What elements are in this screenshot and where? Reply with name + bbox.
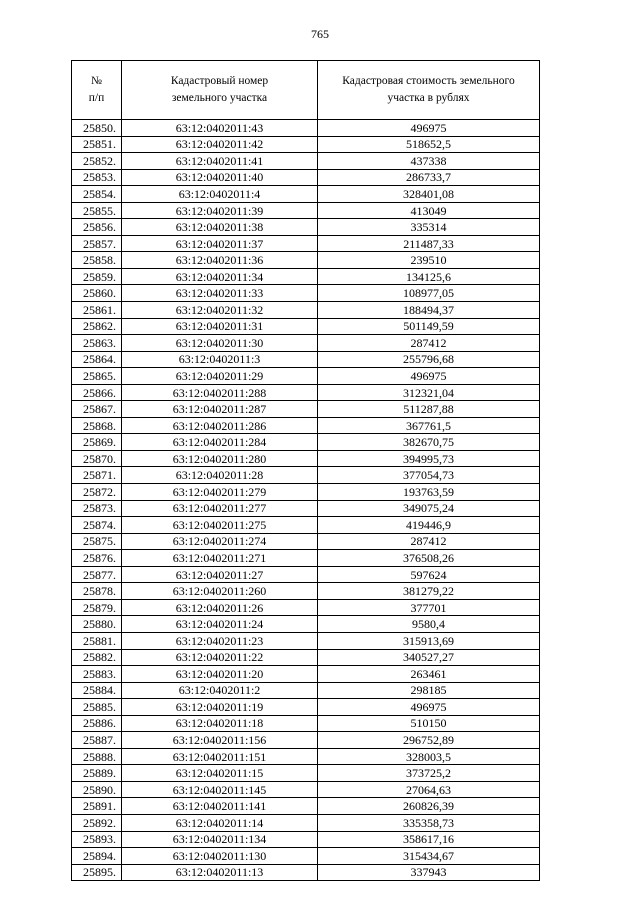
cadastral-number-cell: 63:12:0402011:26 <box>122 599 318 616</box>
row-number-cell: 25867. <box>72 401 122 418</box>
row-number-cell: 25857. <box>72 235 122 252</box>
row-number-cell: 25877. <box>72 566 122 583</box>
cadastral-number-cell: 63:12:0402011:279 <box>122 484 318 501</box>
row-number-cell: 25870. <box>72 450 122 467</box>
row-number-cell: 25869. <box>72 434 122 451</box>
cadastral-value-cell: 263461 <box>318 666 540 683</box>
cadastral-value-cell: 496975 <box>318 368 540 385</box>
cadastral-number-cell: 63:12:0402011:141 <box>122 798 318 815</box>
table-row <box>72 765 540 782</box>
cadastral-number-cell: 63:12:0402011:28 <box>122 467 318 484</box>
cadastral-number-cell: 63:12:0402011:3 <box>122 351 318 368</box>
cadastral-value-cell: 518652,5 <box>318 136 540 153</box>
row-number-cell: 25858. <box>72 252 122 269</box>
cadastral-number-cell: 63:12:0402011:271 <box>122 550 318 567</box>
cadastral-value-table <box>71 60 540 881</box>
row-number-cell: 25881. <box>72 632 122 649</box>
row-number-cell: 25882. <box>72 649 122 666</box>
cadastral-value-cell: 511287,88 <box>318 401 540 418</box>
cadastral-number-cell: 63:12:0402011:13 <box>122 864 318 881</box>
cadastral-value-cell: 328401,08 <box>318 186 540 203</box>
row-number-cell: 25884. <box>72 682 122 699</box>
table-row <box>72 302 540 319</box>
row-number-cell: 25863. <box>72 335 122 352</box>
cadastral-number-cell: 63:12:0402011:37 <box>122 235 318 252</box>
cadastral-number-cell: 63:12:0402011:156 <box>122 732 318 749</box>
cadastral-value-cell: 413049 <box>318 202 540 219</box>
row-number-cell: 25895. <box>72 864 122 881</box>
row-number-cell: 25889. <box>72 765 122 782</box>
cadastral-number-cell: 63:12:0402011:287 <box>122 401 318 418</box>
page-number: 765 <box>311 27 329 41</box>
cadastral-value-cell: 328003,5 <box>318 748 540 765</box>
cadastral-value-cell: 239510 <box>318 252 540 269</box>
cadastral-number-cell: 63:12:0402011:38 <box>122 219 318 236</box>
row-number-cell: 25873. <box>72 500 122 517</box>
cadastral-number-cell: 63:12:0402011:27 <box>122 566 318 583</box>
row-number-cell: 25865. <box>72 368 122 385</box>
row-number-cell: 25879. <box>72 599 122 616</box>
row-number-cell: 25872. <box>72 484 122 501</box>
cadastral-number-cell: 63:12:0402011:34 <box>122 268 318 285</box>
cadastral-number-cell: 63:12:0402011:42 <box>122 136 318 153</box>
cadastral-number-cell: 63:12:0402011:29 <box>122 368 318 385</box>
header-row-number: № п/п <box>72 61 122 120</box>
table-row <box>72 533 540 550</box>
cadastral-number-cell: 63:12:0402011:275 <box>122 517 318 534</box>
table-row <box>72 583 540 600</box>
table-row <box>72 136 540 153</box>
cadastral-value-cell: 287412 <box>318 335 540 352</box>
table-row <box>72 781 540 798</box>
table-row <box>72 335 540 352</box>
cadastral-number-cell: 63:12:0402011:260 <box>122 583 318 600</box>
table-row <box>72 235 540 252</box>
cadastral-value-cell: 358617,16 <box>318 831 540 848</box>
cadastral-number-cell: 63:12:0402011:39 <box>122 202 318 219</box>
cadastral-value-cell: 377701 <box>318 599 540 616</box>
cadastral-value-cell: 287412 <box>318 533 540 550</box>
cadastral-number-cell: 63:12:0402011:134 <box>122 831 318 848</box>
table-header-row <box>72 61 540 120</box>
table-row <box>72 268 540 285</box>
cadastral-number-cell: 63:12:0402011:32 <box>122 302 318 319</box>
table-row <box>72 434 540 451</box>
table-row <box>72 748 540 765</box>
table-row <box>72 699 540 716</box>
table-row <box>72 368 540 385</box>
row-number-cell: 25850. <box>72 120 122 137</box>
row-number-cell: 25878. <box>72 583 122 600</box>
cadastral-value-cell: 382670,75 <box>318 434 540 451</box>
cadastral-value-cell: 315913,69 <box>318 632 540 649</box>
table-row <box>72 831 540 848</box>
cadastral-number-cell: 63:12:0402011:130 <box>122 848 318 865</box>
cadastral-value-cell: 9580,4 <box>318 616 540 633</box>
cadastral-value-cell: 419446,9 <box>318 517 540 534</box>
table-row <box>72 666 540 683</box>
row-number-cell: 25880. <box>72 616 122 633</box>
cadastral-number-cell: 63:12:0402011:19 <box>122 699 318 716</box>
cadastral-number-cell: 63:12:0402011:274 <box>122 533 318 550</box>
table-row <box>72 814 540 831</box>
row-number-cell: 25853. <box>72 169 122 186</box>
cadastral-number-cell: 63:12:0402011:288 <box>122 384 318 401</box>
cadastral-number-cell: 63:12:0402011:151 <box>122 748 318 765</box>
cadastral-value-cell: 260826,39 <box>318 798 540 815</box>
table-row <box>72 550 540 567</box>
row-number-cell: 25866. <box>72 384 122 401</box>
table-row <box>72 864 540 881</box>
header-cadastral-value: Кадастровая стоимость земельного участка в рублях <box>318 61 540 120</box>
table-row <box>72 450 540 467</box>
row-number-cell: 25862. <box>72 318 122 335</box>
table-row <box>72 517 540 534</box>
cadastral-value-cell: 340527,27 <box>318 649 540 666</box>
table-row <box>72 616 540 633</box>
cadastral-number-cell: 63:12:0402011:36 <box>122 252 318 269</box>
row-number-cell: 25890. <box>72 781 122 798</box>
row-number-cell: 25885. <box>72 699 122 716</box>
row-number-cell: 25875. <box>72 533 122 550</box>
row-number-cell: 25859. <box>72 268 122 285</box>
table-row <box>72 848 540 865</box>
row-number-cell: 25852. <box>72 153 122 170</box>
cadastral-value-cell: 501149,59 <box>318 318 540 335</box>
row-number-cell: 25886. <box>72 715 122 732</box>
cadastral-number-cell: 63:12:0402011:280 <box>122 450 318 467</box>
cadastral-value-cell: 337943 <box>318 864 540 881</box>
table-row <box>72 351 540 368</box>
table-row <box>72 285 540 302</box>
cadastral-number-cell: 63:12:0402011:277 <box>122 500 318 517</box>
cadastral-value-cell: 373725,2 <box>318 765 540 782</box>
table-row <box>72 219 540 236</box>
cadastral-number-cell: 63:12:0402011:40 <box>122 169 318 186</box>
table-row <box>72 467 540 484</box>
cadastral-number-cell: 63:12:0402011:30 <box>122 335 318 352</box>
table-row <box>72 500 540 517</box>
table-row <box>72 732 540 749</box>
table-row <box>72 417 540 434</box>
cadastral-value-cell: 349075,24 <box>318 500 540 517</box>
cadastral-value-cell: 377054,73 <box>318 467 540 484</box>
cadastral-number-cell: 63:12:0402011:43 <box>122 120 318 137</box>
cadastral-number-cell: 63:12:0402011:4 <box>122 186 318 203</box>
cadastral-number-cell: 63:12:0402011:14 <box>122 814 318 831</box>
cadastral-number-cell: 63:12:0402011:22 <box>122 649 318 666</box>
cadastral-value-cell: 376508,26 <box>318 550 540 567</box>
cadastral-value-cell: 510150 <box>318 715 540 732</box>
cadastral-value-cell: 134125,6 <box>318 268 540 285</box>
cadastral-value-cell: 315434,67 <box>318 848 540 865</box>
cadastral-number-cell: 63:12:0402011:2 <box>122 682 318 699</box>
header-cadastral-number: Кадастровый номер земельного участка <box>122 61 318 120</box>
cadastral-number-cell: 63:12:0402011:15 <box>122 765 318 782</box>
cadastral-number-cell: 63:12:0402011:18 <box>122 715 318 732</box>
table-row <box>72 318 540 335</box>
table-row <box>72 682 540 699</box>
cadastral-value-cell: 255796,68 <box>318 351 540 368</box>
row-number-cell: 25854. <box>72 186 122 203</box>
cadastral-number-cell: 63:12:0402011:41 <box>122 153 318 170</box>
cadastral-value-cell: 27064,63 <box>318 781 540 798</box>
cadastral-value-cell: 335358,73 <box>318 814 540 831</box>
row-number-cell: 25888. <box>72 748 122 765</box>
cadastral-number-cell: 63:12:0402011:20 <box>122 666 318 683</box>
cadastral-value-cell: 394995,73 <box>318 450 540 467</box>
row-number-cell: 25874. <box>72 517 122 534</box>
table-row <box>72 186 540 203</box>
row-number-cell: 25883. <box>72 666 122 683</box>
row-number-cell: 25887. <box>72 732 122 749</box>
cadastral-number-cell: 63:12:0402011:24 <box>122 616 318 633</box>
row-number-cell: 25894. <box>72 848 122 865</box>
table-row <box>72 153 540 170</box>
cadastral-value-cell: 108977,05 <box>318 285 540 302</box>
cadastral-value-cell: 496975 <box>318 120 540 137</box>
cadastral-value-cell: 597624 <box>318 566 540 583</box>
cadastral-value-cell: 211487,33 <box>318 235 540 252</box>
table-row <box>72 798 540 815</box>
cadastral-number-cell: 63:12:0402011:284 <box>122 434 318 451</box>
row-number-cell: 25855. <box>72 202 122 219</box>
row-number-cell: 25856. <box>72 219 122 236</box>
table-row <box>72 202 540 219</box>
row-number-cell: 25892. <box>72 814 122 831</box>
table-row <box>72 599 540 616</box>
cadastral-value-cell: 193763,59 <box>318 484 540 501</box>
cadastral-number-cell: 63:12:0402011:145 <box>122 781 318 798</box>
table-row <box>72 649 540 666</box>
row-number-cell: 25861. <box>72 302 122 319</box>
row-number-cell: 25851. <box>72 136 122 153</box>
table-row <box>72 632 540 649</box>
table-row <box>72 484 540 501</box>
cadastral-number-cell: 63:12:0402011:23 <box>122 632 318 649</box>
cadastral-number-cell: 63:12:0402011:286 <box>122 417 318 434</box>
row-number-cell: 25868. <box>72 417 122 434</box>
cadastral-value-cell: 437338 <box>318 153 540 170</box>
table-row <box>72 384 540 401</box>
row-number-cell: 25860. <box>72 285 122 302</box>
table-row <box>72 252 540 269</box>
cadastral-value-cell: 381279,22 <box>318 583 540 600</box>
table-row <box>72 169 540 186</box>
cadastral-value-cell: 335314 <box>318 219 540 236</box>
table-row <box>72 120 540 137</box>
cadastral-number-cell: 63:12:0402011:33 <box>122 285 318 302</box>
row-number-cell: 25864. <box>72 351 122 368</box>
cadastral-value-cell: 296752,89 <box>318 732 540 749</box>
table-row <box>72 715 540 732</box>
row-number-cell: 25893. <box>72 831 122 848</box>
cadastral-value-cell: 312321,04 <box>318 384 540 401</box>
cadastral-value-cell: 367761,5 <box>318 417 540 434</box>
cadastral-value-cell: 188494,37 <box>318 302 540 319</box>
row-number-cell: 25876. <box>72 550 122 567</box>
table-row <box>72 401 540 418</box>
cadastral-value-cell: 298185 <box>318 682 540 699</box>
cadastral-value-cell: 286733,7 <box>318 169 540 186</box>
row-number-cell: 25891. <box>72 798 122 815</box>
table-row <box>72 566 540 583</box>
row-number-cell: 25871. <box>72 467 122 484</box>
cadastral-value-cell: 496975 <box>318 699 540 716</box>
cadastral-number-cell: 63:12:0402011:31 <box>122 318 318 335</box>
